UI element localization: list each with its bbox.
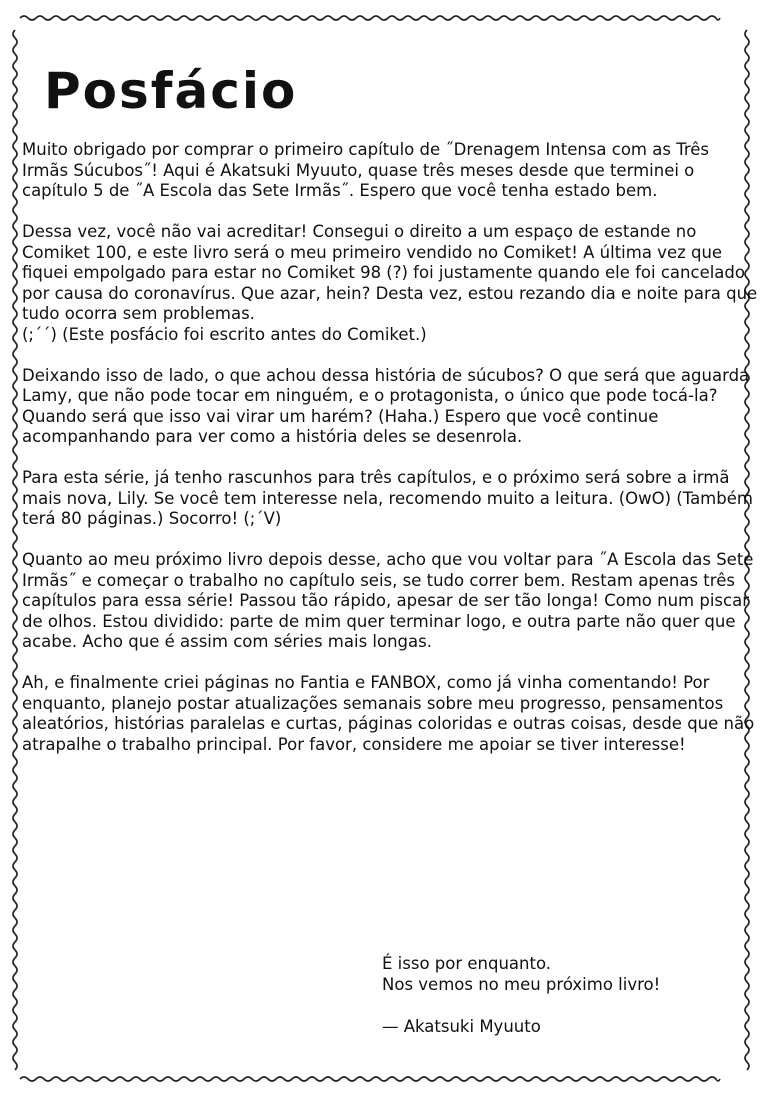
author-signature: — Akatsuki Myuuto — [382, 1017, 541, 1036]
body-text — [22, 140, 758, 776]
paragraph-next-book: Quanto ao meu próximo livro depois desse, acho que vou voltar para ˝A Escola das Sete Irmãs˝ e começar o trabalho no capítulo seis, se tudo correr bem. Restam apenas três capítulos para essa série! Passou tão rápido, apesar de ser tão longa! Como num piscar de olhos. Estou dividido: parte de mim quer terminar logo, e outra parte não quer que acabe. Acho que é assim com séries mais longas. — [22, 550, 754, 651]
border-left — [13, 30, 17, 1070]
closing-block — [382, 953, 742, 1037]
closing-line: É isso por enquanto. — [382, 954, 552, 973]
border-top — [20, 16, 720, 20]
paragraph-fanbox: Ah, e finalmente criei páginas no Fantia e FANBOX, como já vinha comentando! Por enquanto, planejo postar atualizações semanais sobre meu progresso, pensamentos aleatórios, histórias paralelas e curtas, páginas coloridas e outras coisas, desde que não atrapalhe o trabalho principal. Por favor, considere me apoiar se tiver interesse! — [22, 673, 755, 754]
page-title: Posfácio — [44, 62, 298, 120]
border-bottom — [20, 1077, 720, 1081]
paragraph-story: Deixando isso de lado, o que achou dessa história de súcubos? O que será que aguarda Lamy, que não pode tocar em ninguém, e o protagonista, o único que pode tocá-la? Quando será que isso vai virar um harém? (Haha.) Espero que você continue acompanhando para ver como a história deles se desenrola. — [22, 365, 750, 446]
paragraph-thanks: Muito obrigado por comprar o primeiro capítulo de ˝Drenagem Intensa com as Três Irmãs Súcubos˝! Aqui é Akatsuki Myuuto, quase três meses desde que terminei o capítulo 5 de ˝A Escola das Sete Irmãs˝. Espero que você tenha estado bem. — [22, 140, 710, 200]
closing-line: Nos vemos no meu próximo livro! — [382, 975, 661, 994]
paragraph-series: Para esta série, já tenho rascunhos para três capítulos, e o próximo será sobre a irmã mais nova, Lily. Se você tem interesse nela, recomendo muito a leitura. (OwO) (Também terá 80 páginas.) Socorro! (;´V) — [22, 468, 753, 528]
paragraph-comiket: Dessa vez, você não vai acreditar! Consegui o direito a um espaço de estande no Comiket 100, e este livro será o meu primeiro vendido no Comiket! A última vez que fiquei empolgado para estar no Comiket 98 (?) foi justamente quando ele foi cancelado por causa do coronavírus. Que azar, hein? Desta vez, estou rezando dia e noite para que tudo ocorra sem problemas. (;´´) (Este posfácio foi escrito antes do Comiket.) — [22, 222, 758, 344]
